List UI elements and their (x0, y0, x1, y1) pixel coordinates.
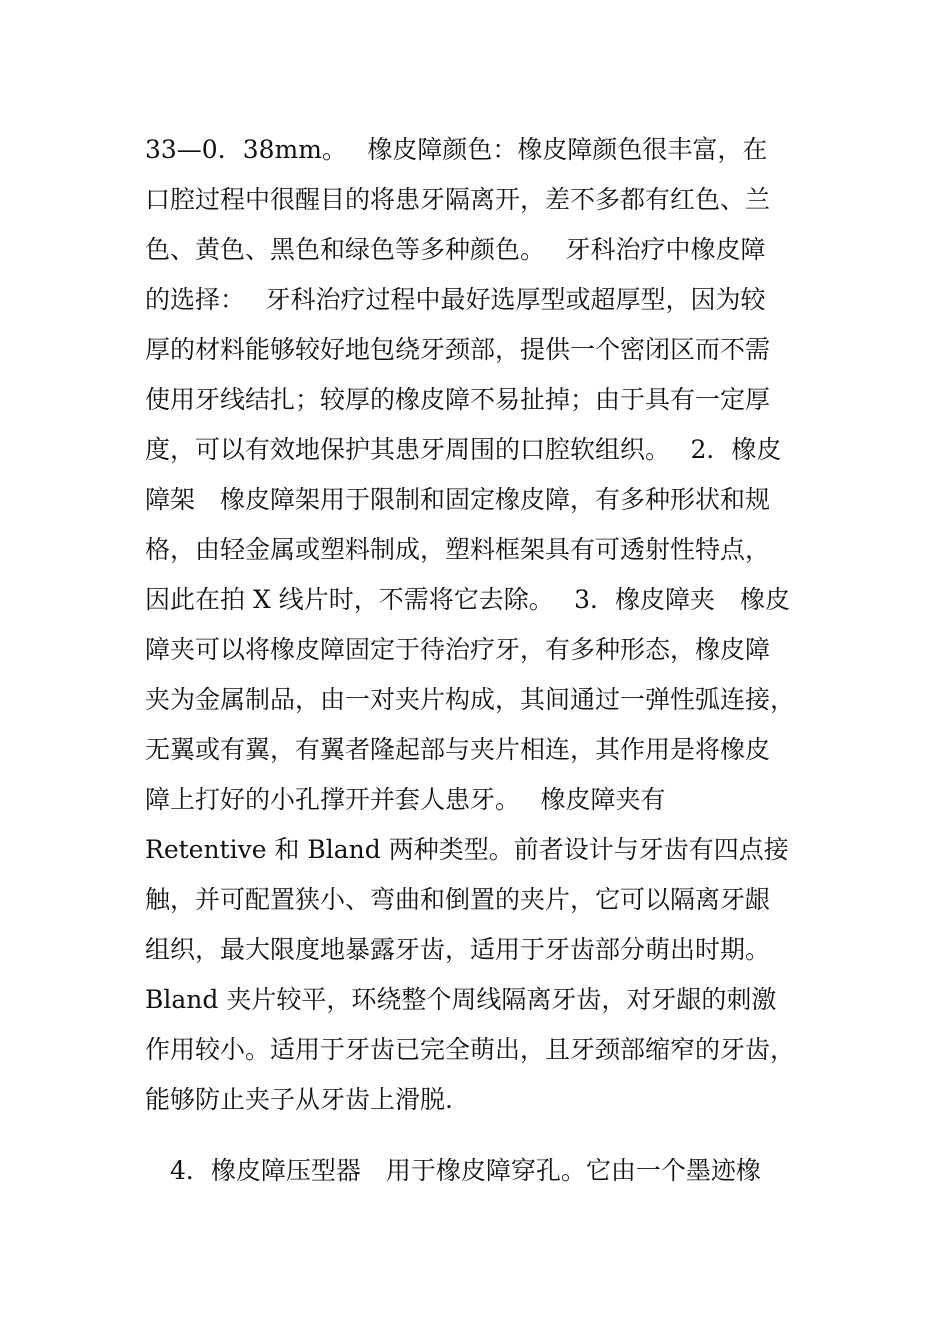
text-line: 色、黄色、黑色和绿色等多种颜色。 牙科治疗中橡皮障 (145, 235, 766, 264)
text-line: 33—0．38mm。 橡皮障颜色：橡皮障颜色很丰富，在 (145, 135, 768, 164)
text-line: 障夹可以将橡皮障固定于待治疗牙，有多种形态，橡皮障 (145, 635, 771, 664)
text-line: 厚的材料能够较好地包绕牙颈部，提供一个密闭区而不需 (145, 335, 771, 364)
text-line: 4．橡皮障压型器 用于橡皮障穿孔。它由一个墨迹橡 (145, 1156, 761, 1185)
paragraph-rubber-dam-details (145, 125, 813, 1125)
text-line: 的选择： 牙科治疗过程中最好选厚型或超厚型，因为较 (145, 285, 766, 314)
text-line: 口腔过程中很醒目的将患牙隔离开，差不多都有红色、兰 (145, 185, 771, 214)
text-line: 无翼或有翼，有翼者隆起部与夹片相连，其作用是将橡皮 (145, 735, 771, 764)
text-line: 格，由轻金属或塑料制成，塑料框架具有可透射性特点， (145, 535, 771, 564)
text-line: Bland 夹片较平，环绕整个周线隔离牙齿，对牙龈的刺激 (145, 985, 777, 1014)
text-line: 障架 橡皮障架用于限制和固定橡皮障，有多种形状和规 (145, 485, 771, 514)
text-line: 障上打好的小孔撑开并套人患牙。 橡皮障夹有 (145, 785, 666, 814)
text-line: 使用牙线结扎；较厚的橡皮障不易扯掉；由于具有一定厚 (145, 385, 771, 414)
paragraph-punch-tool (145, 1146, 813, 1196)
text-line: 触，并可配置狭小、弯曲和倒置的夹片，它可以隔离牙龈 (145, 885, 771, 914)
text-line: 能够防止夹子从牙齿上滑脱. (145, 1085, 453, 1114)
text-line: 作用较小。适用于牙齿已完全萌出，且牙颈部缩窄的牙齿， (145, 1035, 796, 1064)
text-line: 夹为金属制品，由一对夹片构成，其间通过一弹性弧连接， (145, 685, 796, 714)
text-line: 度，可以有效地保护其患牙周围的口腔软组织。 2．橡皮 (145, 435, 782, 464)
text-line: 因此在拍 X 线片时，不需将它去除。 3．橡皮障夹 橡皮 (145, 585, 791, 614)
text-line: Retentive 和 Bland 两种类型。前者设计与牙齿有四点接 (145, 835, 789, 864)
text-line: 组织，最大限度地暴露牙齿，适用于牙齿部分萌出时期。 (145, 935, 771, 964)
